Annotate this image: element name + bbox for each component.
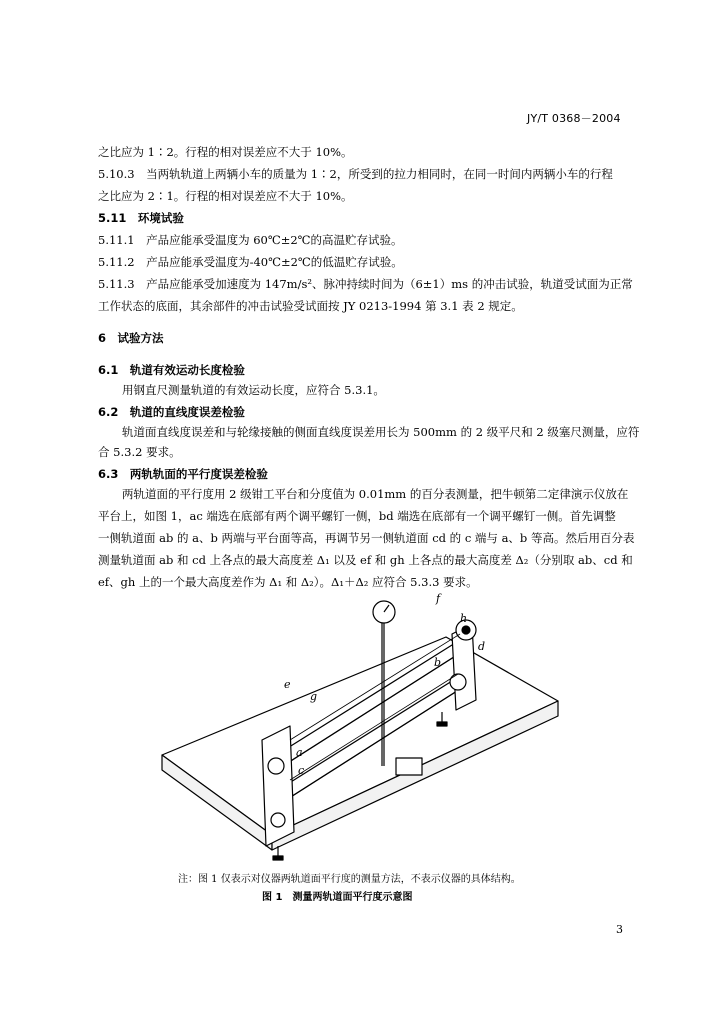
body-line: 合 5.3.2 要求。 [98,445,181,459]
body-line-continuation: 之比应为 1∶2。行程的相对误差应不大于 10%。 [98,145,353,159]
reference-block [396,758,422,775]
figure-caption: 图 1 测量两轨道面平行度示意图 [262,892,413,903]
body-line: 两轨道面的平行度用 2 级钳工平台和分度值为 0.01mm 的百分表测量，把牛顿第二定律演示仪放在 [122,487,629,501]
body-line: 一侧轨道面 ab 的 a、b 两端与平台面等高，再调节另一侧轨道面 cd 的 c 端与 a、b 等高。然后用百分表 [98,531,635,545]
heading-5-11: 5.11 环境试验 [98,211,184,225]
end-plate-left [262,726,294,846]
body-line: 用钢直尺测量轨道的有效运动长度，应符合 5.3.1。 [122,383,385,397]
body-line: 测量轨道面 ab 和 cd 上各点的最大高度差 Δ₁ 以及 ef 和 gh 上各点的最大高度差 Δ₂（分别取 ab、cd 和 [98,553,633,567]
figure-note: 注：图 1 仅表示对仪器两轨道面平行度的测量方法，不表示仪器的具体结构。 [178,874,521,885]
body-line: 之比应为 2∶1。行程的相对误差应不大于 10%。 [98,189,353,203]
clause-5-11-3: 5.11.3 产品应能承受加速度为 147m/s²、脉冲持续时间为（6±1）ms 的冲击试验，轨道受试面为正常 [98,277,633,291]
clause-5-11-1: 5.11.1 产品应能承受温度为 60℃±2℃的高温贮存试验。 [98,233,403,247]
figure-1-illustration [160,590,560,866]
heading-6-2: 6.2 轨道的直线度误差检验 [98,405,245,419]
label-b: b [434,656,442,669]
standard-number: JY/T 0368－2004 [527,112,621,125]
section-6-heading: 6 试验方法 [98,331,164,345]
body-line: ef、gh 上的一个最大高度差作为 Δ₁ 和 Δ₂）。Δ₁＋Δ₂ 应符合 5.3.3 要求。 [98,575,478,589]
clause-5-11-2: 5.11.2 产品应能承受温度为-40℃±2℃的低温贮存试验。 [98,255,403,269]
label-h: h [460,612,468,625]
label-d: d [478,640,486,653]
page-number: 3 [616,923,623,936]
heading-6-1: 6.1 轨道有效运动长度检验 [98,363,245,377]
apparatus-drawing [160,590,560,862]
clause-5-10-3: 5.10.3 当两轨轨道上两辆小车的质量为 1∶2，所受到的拉力相同时，在同一时间内两辆小车的行程 [98,167,613,181]
heading-6-3: 6.3 两轨轨面的平行度误差检验 [98,467,268,481]
label-e: e [284,678,291,691]
label-f: f [436,592,441,605]
body-line: 平台上，如图 1，ac 端选在底部有两个调平螺钉一侧，bd 端选在底部有一个调平螺钉一侧。首先调整 [98,509,616,523]
label-c: c [298,764,305,777]
label-g: g [310,690,318,703]
label-a: a [296,746,303,759]
body-line: 工作状态的底面，其余部件的冲击试验受试面按 JY 0213-1994 第 3.1 表 2 规定。 [98,299,523,313]
body-line: 轨道面直线度误差和与轮缘接触的侧面直线度误差用长为 500mm 的 2 级平尺和 2 级塞尺测量，应符 [122,425,640,439]
